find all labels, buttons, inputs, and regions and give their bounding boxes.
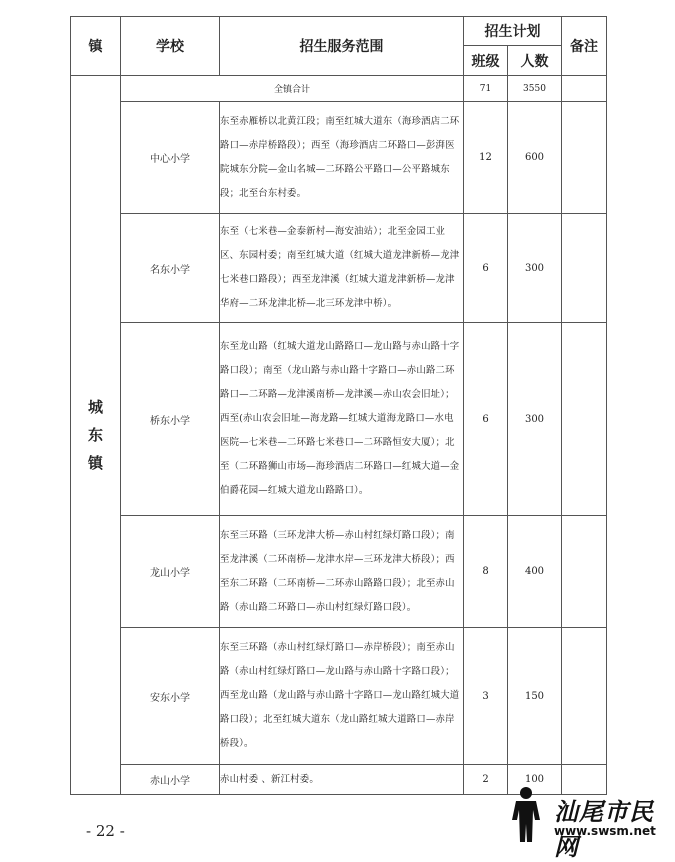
school-remarks <box>562 102 607 214</box>
town-name: 城东镇 <box>87 398 103 472</box>
school-scope: 东至龙山路（红城大道龙山路路口—龙山路与赤山路十字路口段）；南至（龙山路与赤山路十字路口—赤山路二环路口—二环路—龙津溪南桥—龙津溪—赤山农会旧址）；西至(赤山农会旧址—海龙路—红城大道海龙路口—水电医院—七米巷—二环路七米巷口—二环路恒安大厦）；北至（二环路狮山市场—海珍酒店二环路口—红城大道—金伯爵花园—红城大道龙山路路口）。 <box>220 323 464 516</box>
school-students: 150 <box>508 628 562 765</box>
enrollment-table <box>70 16 607 795</box>
school-name: 桥东小学 <box>121 323 220 516</box>
school-students: 600 <box>508 102 562 214</box>
school-remarks <box>562 214 607 323</box>
header-town: 镇 <box>71 17 121 76</box>
header-school: 学校 <box>121 17 220 76</box>
school-scope: 东至（七米巷—金泰新村—海安油站）；北至金园工业区、东园村委；南至红城大道（红城大道龙津新桥—龙津七米巷口路段）；西至龙津溪（红城大道龙津新桥—龙津华府—二环龙津北桥—北三环龙津中桥）。 <box>220 214 464 323</box>
school-classes: 3 <box>464 628 508 765</box>
page-number: - 22 - <box>86 822 125 840</box>
school-classes: 6 <box>464 214 508 323</box>
school-scope: 东至赤雁桥以北黄江段；南至红城大道东（海珍酒店二环路口—赤岸桥路段）；西至（海珍酒店二环路口—彭湃医院城东分院—金山名城—二环路公平路口—公平路城东段；北至台东村委。 <box>220 102 464 214</box>
school-name: 安东小学 <box>121 628 220 765</box>
total-classes: 71 <box>464 76 508 102</box>
school-remarks <box>562 323 607 516</box>
header-students: 人数 <box>508 46 562 76</box>
school-scope: 东至三环路（赤山村红绿灯路口—赤岸桥段）；南至赤山路（赤山村红绿灯路口—龙山路与赤山路十字路口段）；西至龙山路（龙山路与赤山路十字路口—龙山路红城大道路口段）；北至红城大道东（龙山路红城大道路口—赤岸桥段）。 <box>220 628 464 765</box>
watermark-url: www.swsm.net <box>554 824 656 838</box>
school-students: 400 <box>508 516 562 628</box>
school-name: 龙山小学 <box>121 516 220 628</box>
table-row <box>71 214 607 323</box>
total-remarks <box>562 76 607 102</box>
header-scope: 招生服务范围 <box>220 17 464 76</box>
watermark-name: 汕尾市民网 <box>554 797 654 861</box>
total-label: 全镇合计 <box>121 76 464 102</box>
school-remarks <box>562 516 607 628</box>
total-students: 3550 <box>508 76 562 102</box>
school-name: 中心小学 <box>121 102 220 214</box>
school-classes: 6 <box>464 323 508 516</box>
table-row <box>71 516 607 628</box>
school-scope: 东至三环路（三环龙津大桥—赤山村红绿灯路口段）；南至龙津溪（二环南桥—龙津水岸—三环龙津大桥段）；西至东二环路（二环南桥—二环赤山路路口段）；北至赤山路（赤山路二环路口—赤山村红绿灯路口段）。 <box>220 516 464 628</box>
header-row <box>71 17 607 46</box>
school-classes: 12 <box>464 102 508 214</box>
total-row <box>71 76 607 102</box>
person-logo-icon <box>502 786 550 844</box>
school-students: 300 <box>508 214 562 323</box>
school-name: 名东小学 <box>121 214 220 323</box>
table-row <box>71 628 607 765</box>
school-name: 赤山小学 <box>121 765 220 795</box>
school-students: 300 <box>508 323 562 516</box>
table-row <box>71 323 607 516</box>
header-classes: 班级 <box>464 46 508 76</box>
header-plan: 招生计划 <box>464 17 562 46</box>
town-cell <box>71 76 121 795</box>
school-classes: 2 <box>464 765 508 795</box>
school-scope: 赤山村委 、新江村委。 <box>220 765 464 795</box>
header-remarks: 备注 <box>562 17 607 76</box>
site-watermark <box>500 786 672 861</box>
school-classes: 8 <box>464 516 508 628</box>
table-row <box>71 102 607 214</box>
school-students: 100 <box>508 765 562 795</box>
school-remarks <box>562 628 607 765</box>
